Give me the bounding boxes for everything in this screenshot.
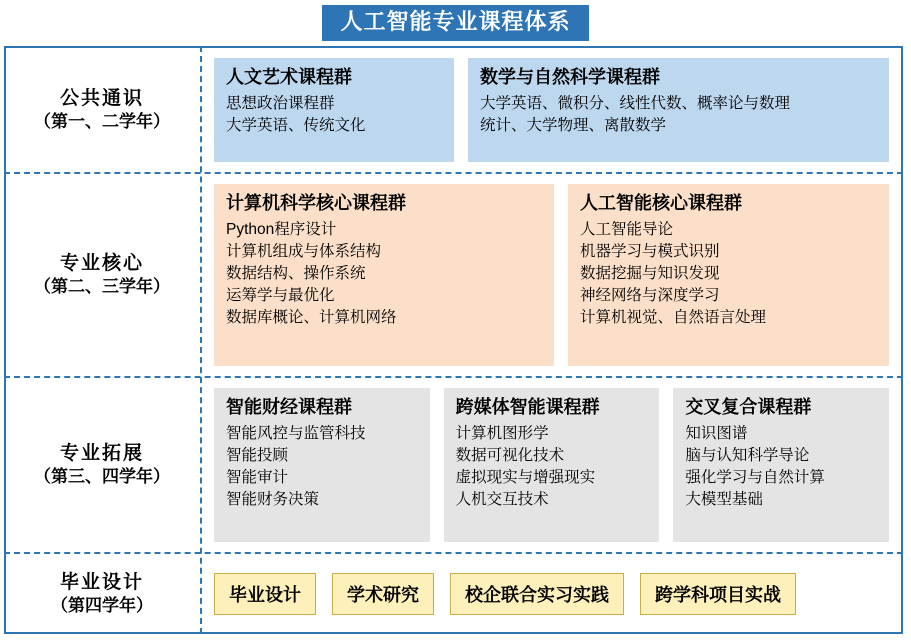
cards-core	[200, 174, 903, 376]
card-intelligent-finance[interactable]	[214, 388, 430, 542]
stage-label-core	[4, 174, 200, 376]
card-items	[685, 423, 877, 511]
course-item: 智能投顾	[226, 446, 289, 464]
stage-label-capstone	[4, 554, 200, 634]
row-professional-extension	[4, 378, 903, 552]
cards-capstone	[200, 554, 903, 634]
pill-graduation-project[interactable]: 毕业设计	[214, 573, 316, 615]
card-items	[226, 423, 418, 511]
card-items	[480, 93, 877, 137]
pill-academic-research[interactable]: 学术研究	[332, 573, 434, 615]
card-items	[580, 219, 877, 329]
course-item: 大学英语、微积分、线性代数、概率论与数理	[480, 94, 791, 112]
cards-extension	[200, 378, 903, 552]
pill-interdisciplinary-project[interactable]: 跨学科项目实战	[640, 573, 796, 615]
stage-years: （第三、四学年）	[34, 467, 170, 487]
card-title: 跨媒体智能课程群	[455, 397, 600, 417]
stage-name: 毕业设计	[59, 571, 144, 593]
course-item: 神经网络与深度学习	[580, 286, 720, 304]
course-item: 智能财务决策	[226, 490, 320, 508]
course-item: 机器学习与模式识别	[580, 242, 720, 260]
page-title: 人工智能专业课程体系	[322, 5, 588, 40]
stage-years: （第四学年）	[51, 596, 153, 616]
pill-joint-internship[interactable]: 校企联合实习实践	[450, 573, 624, 615]
course-item: Python程序设计	[226, 220, 337, 238]
stage-name: 公共通识	[59, 87, 144, 109]
card-title: 数学与自然科学课程群	[480, 67, 660, 87]
card-items	[456, 423, 648, 511]
card-math-science[interactable]	[468, 58, 889, 162]
course-item: 知识图谱	[685, 424, 748, 442]
card-title: 计算机科学核心课程群	[226, 193, 406, 213]
course-item: 计算机图形学	[455, 424, 549, 442]
course-item: 数据挖掘与知识发现	[580, 264, 720, 282]
card-interdisciplinary[interactable]	[673, 388, 889, 542]
course-item: 强化学习与自然计算	[685, 468, 825, 486]
stage-label-general	[4, 48, 200, 172]
stage-years: （第一、二学年）	[34, 112, 170, 132]
course-item: 脑与认知科学导论	[685, 446, 810, 464]
course-item: 运筹学与最优化	[226, 286, 335, 304]
card-items	[226, 93, 442, 137]
card-cross-media[interactable]	[444, 388, 660, 542]
course-item: 人工智能导论	[580, 220, 674, 238]
stage-years: （第二、三学年）	[34, 277, 170, 297]
card-humanities[interactable]	[214, 58, 454, 162]
row-general-education	[4, 48, 903, 172]
row-professional-core	[4, 174, 903, 376]
card-title: 人文艺术课程群	[226, 67, 352, 87]
stage-name: 专业拓展	[59, 442, 144, 464]
course-item: 大学英语、传统文化	[226, 116, 366, 134]
course-item: 计算机组成与体系结构	[226, 242, 382, 260]
course-item: 思想政治课程群	[226, 94, 335, 112]
stage-name: 专业核心	[59, 252, 144, 274]
diagram-title-bar	[0, 4, 911, 42]
course-item: 统计、大学物理、离散数学	[480, 116, 667, 134]
card-ai-core[interactable]	[568, 184, 889, 366]
course-item: 智能风控与监管科技	[226, 424, 366, 442]
course-item: 数据库概论、计算机网络	[226, 308, 397, 326]
stage-label-extension	[4, 378, 200, 552]
course-item: 大模型基础	[685, 490, 763, 508]
course-item: 人机交互技术	[455, 490, 549, 508]
course-item: 数据结构、操作系统	[226, 264, 366, 282]
course-item: 虚拟现实与增强现实	[455, 468, 596, 486]
card-cs-core[interactable]	[214, 184, 554, 366]
course-item: 数据可视化技术	[455, 446, 565, 464]
card-title: 人工智能核心课程群	[580, 193, 742, 213]
row-capstone	[4, 554, 903, 634]
card-title: 交叉复合课程群	[685, 397, 812, 417]
card-items	[226, 219, 542, 329]
course-item: 计算机视觉、自然语言处理	[580, 308, 767, 326]
card-title: 智能财经课程群	[226, 397, 352, 417]
cards-general	[200, 48, 903, 172]
course-item: 智能审计	[226, 468, 289, 486]
